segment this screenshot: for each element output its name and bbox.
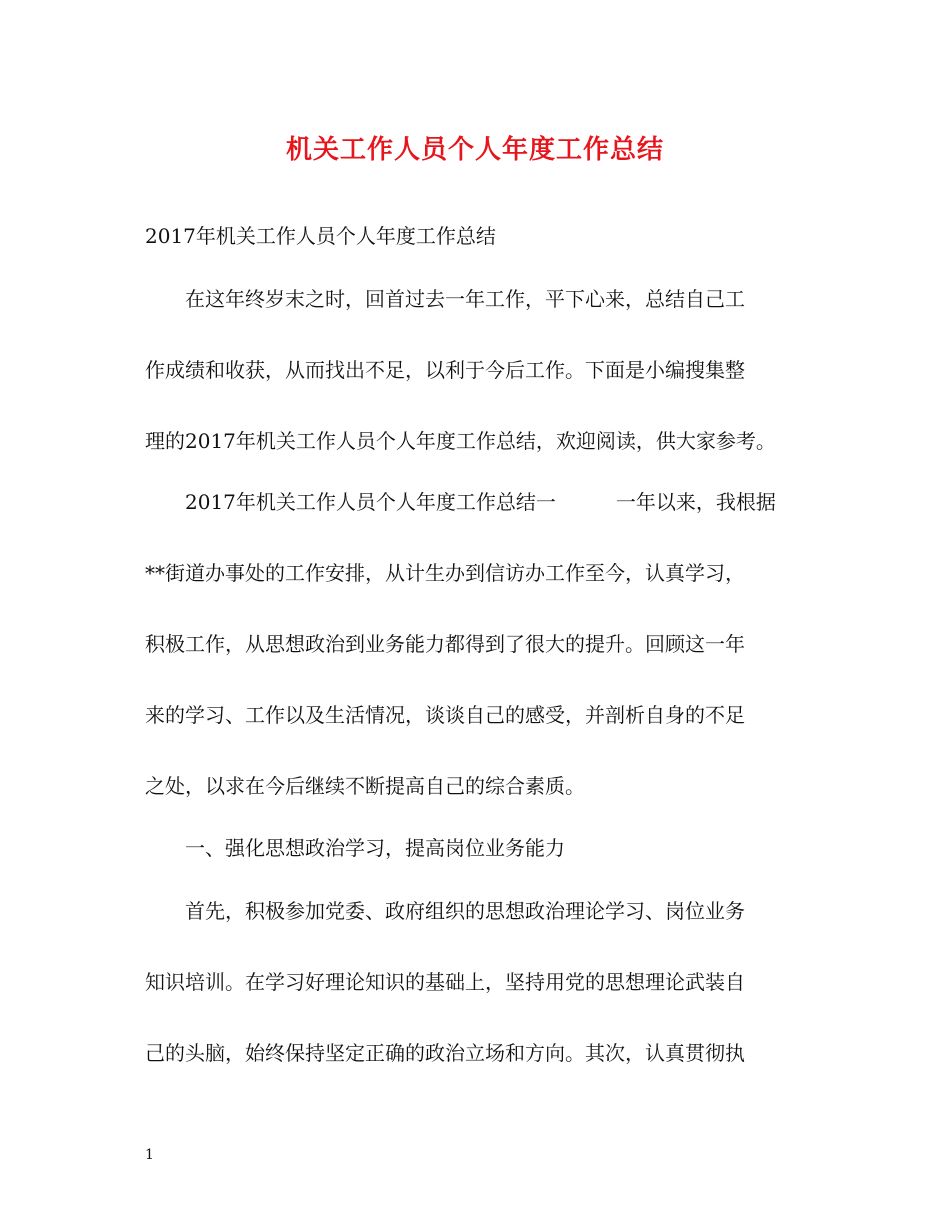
subtitle-line: 2017年机关工作人员个人年度工作总结 (145, 224, 496, 248)
body-line: 理的2017年机关工作人员个人年度工作总结，欢迎阅读，供大家参考。 (145, 429, 776, 453)
document-title: 机关工作人员个人年度工作总结 (285, 135, 664, 165)
body-line: 2017年机关工作人员个人年度工作总结一 一年以来，我根据 (145, 490, 776, 514)
page-number: 1 (145, 1147, 154, 1163)
body-line: 来的学习、工作以及生活情况，谈谈自己的感受，并剖析自身的不足 (145, 703, 745, 727)
body-line: **街道办事处的工作安排，从计生办到信访办工作至今，认真学习， (145, 561, 745, 585)
body-line: 之处，以求在今后继续不断提高自己的综合素质。 (145, 774, 585, 798)
body-line: 积极工作，从思想政治到业务能力都得到了很大的提升。回顾这一年 (145, 632, 745, 656)
body-line: 首先，积极参加党委、政府组织的思想政治理论学习、岗位业务 (145, 899, 745, 923)
body-line: 己的头脑，始终保持坚定正确的政治立场和方向。其次，认真贯彻执 (145, 1041, 745, 1065)
section-heading: 一、强化思想政治学习，提高岗位业务能力 (145, 836, 565, 860)
body-line: 作成绩和收获，从而找出不足，以利于今后工作。下面是小编搜集整 (145, 358, 745, 382)
body-line: 知识培训。在学习好理论知识的基础上，坚持用党的思想理论武装自 (145, 970, 745, 994)
body-line: 在这年终岁末之时，回首过去一年工作，平下心来，总结自己工 (145, 287, 745, 311)
